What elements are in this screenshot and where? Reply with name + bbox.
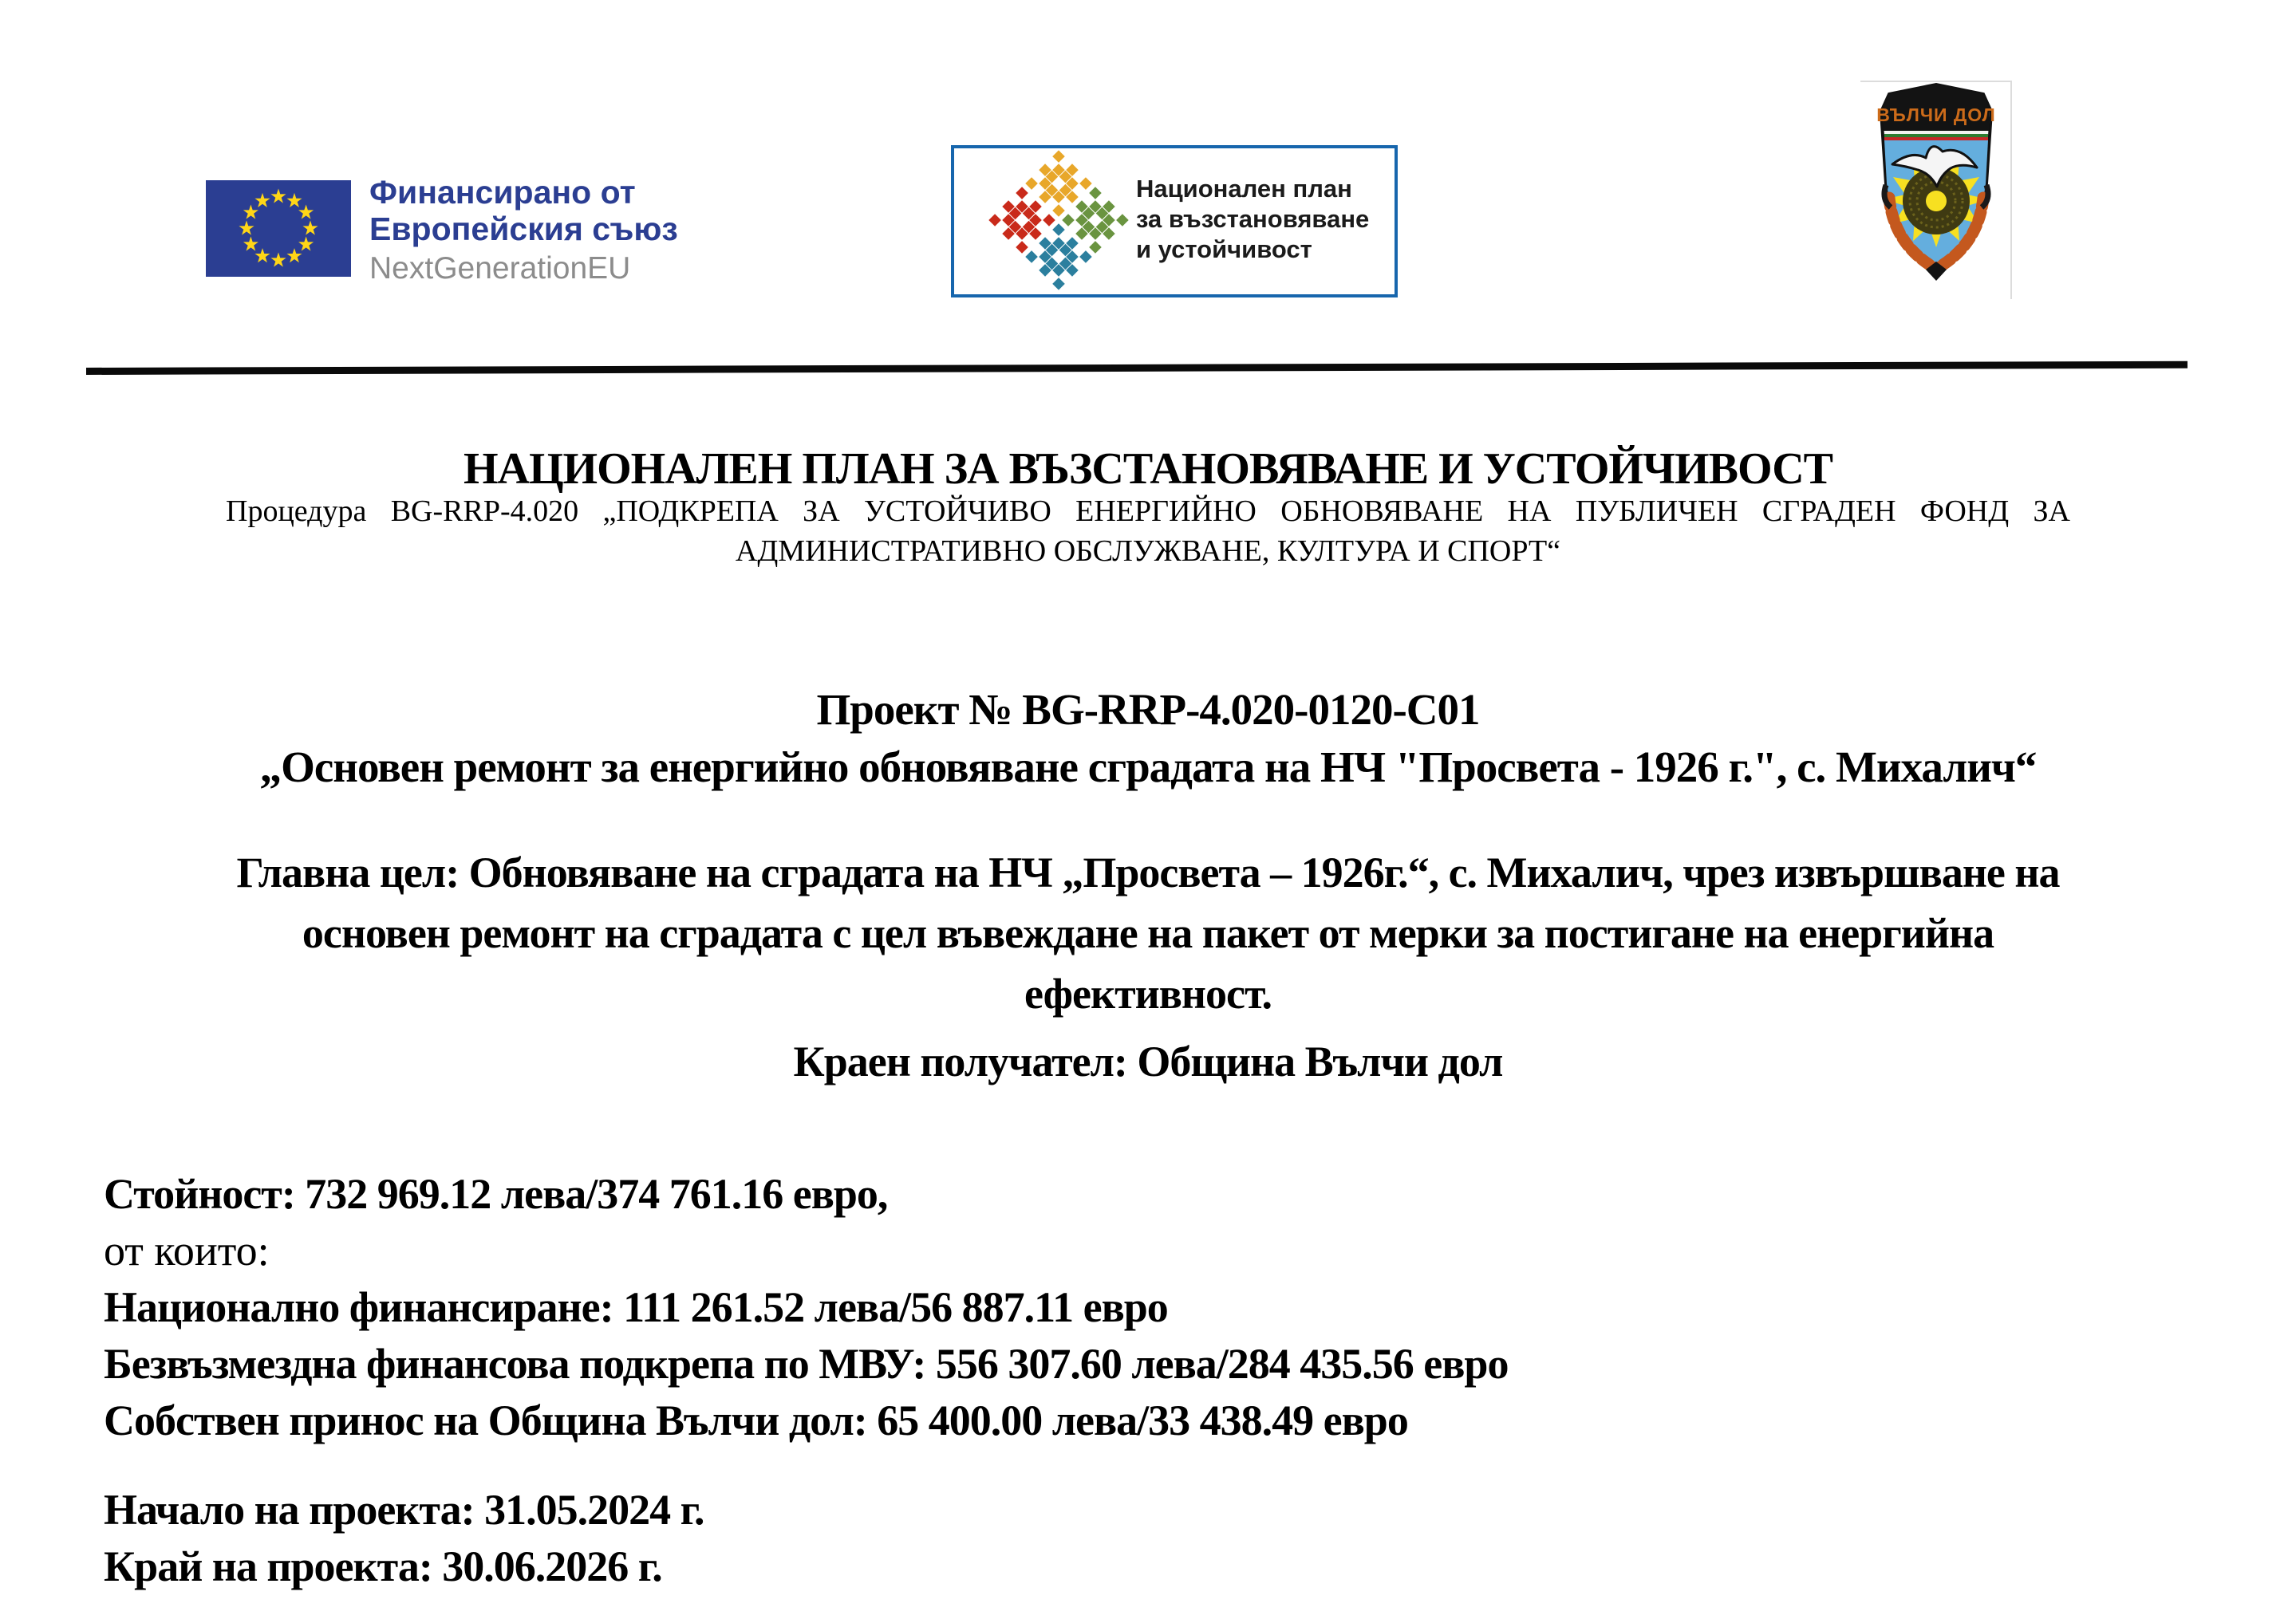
financials-total: Стойност: 732 969.12 лева/374 761.16 евро, bbox=[104, 1170, 888, 1218]
nprp-logo-label-line2: за възстановяване bbox=[1136, 205, 1370, 233]
goal-paragraph bbox=[48, 842, 2248, 1024]
procedure-line-2: АДМИНИСТРАТИВНО ОБСЛУЖВАНЕ, КУЛТУРА И СПОРТ“ bbox=[735, 534, 1561, 568]
nprp-logo-label bbox=[1136, 174, 1369, 265]
nprp-logo-label-line1: Национален план bbox=[1136, 175, 1352, 203]
recipient-line: Краен получател: Община Вълчи дол bbox=[793, 1038, 1503, 1085]
financials-of-which: от които: bbox=[104, 1227, 270, 1274]
procedure-paragraph bbox=[226, 491, 2070, 571]
goal-line-2: основен ремонт на сградата с цел въвеждане на пакет от мерки за постигане на енергийна bbox=[302, 909, 1994, 957]
project-heading bbox=[48, 681, 2248, 796]
eu-funding-label-line2: Европейския съюз bbox=[369, 211, 678, 247]
eu-flag-icon bbox=[206, 180, 351, 277]
project-number: Проект № BG-RRP-4.020-0120-C01 bbox=[816, 685, 1480, 734]
nprp-logo-label-line3: и устойчивост bbox=[1136, 235, 1312, 263]
nextgenerationeu-label: NextGenerationEU bbox=[369, 251, 631, 286]
project-end-date: Край на проекта: 30.06.2026 г. bbox=[104, 1542, 662, 1590]
eu-funding-label-line1: Финансирано от bbox=[369, 174, 636, 211]
financials-block bbox=[104, 1166, 1508, 1449]
financials-national: Национално финансиране: 111 261.52 лева/56 887.11 евро bbox=[104, 1283, 1168, 1331]
project-name: „Основен ремонт за енергийно обновяване сградата на НЧ "Просвета - 1926 г.", с. Михалич“ bbox=[259, 743, 2037, 791]
dates-block bbox=[104, 1482, 704, 1595]
goal-line-3: ефективност. bbox=[1024, 970, 1272, 1018]
financials-own-contribution: Собствен принос на Община Вълчи дол: 65 400.00 лева/33 438.49 евро bbox=[104, 1396, 1408, 1444]
goal-line-1: Главна цел: Обновяване на сградата на НЧ „Просвета – 1926г.“, с. Михалич, чрез извършване на bbox=[236, 849, 2060, 896]
document-title: НАЦИОНАЛЕН ПЛАН ЗА ВЪЗСТАНОВЯВАНЕ И УСТОЙЧИВОСТ bbox=[464, 444, 1832, 494]
nprp-ornament-icon bbox=[976, 150, 1141, 290]
project-start-date: Начало на проекта: 31.05.2024 г. bbox=[104, 1486, 704, 1534]
coat-of-arms-icon bbox=[1865, 80, 2007, 289]
coat-of-arms-label: ВЪЛЧИ ДОЛ bbox=[1876, 104, 1996, 125]
procedure-line-1: Процедура BG-RRP-4.020 „ПОДКРЕПА ЗА УСТОЙЧИВО ЕНЕРГИЙНО ОБНОВЯВАНЕ НА ПУБЛИЧЕН СГРАДЕН ФОНД ЗА bbox=[226, 494, 2070, 528]
separator-line bbox=[86, 361, 2188, 375]
eu-logo-text bbox=[369, 174, 678, 288]
nprp-logo-box bbox=[951, 145, 1398, 297]
financials-grant: Безвъзмездна финансова подкрепа по МВУ: 556 307.60 лева/284 435.56 евро bbox=[104, 1340, 1509, 1388]
